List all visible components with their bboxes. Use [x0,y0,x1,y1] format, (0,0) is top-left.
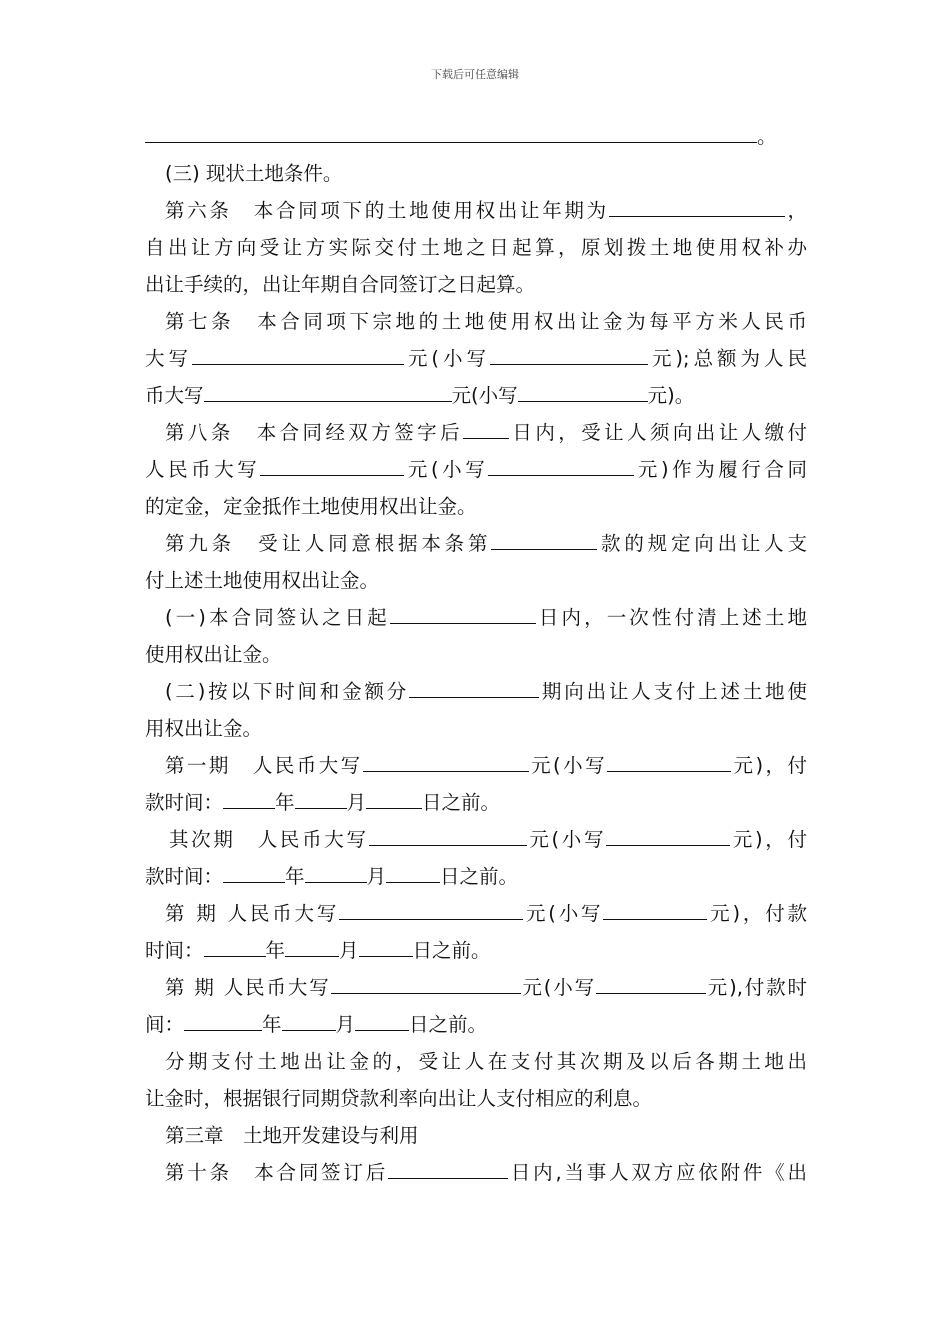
text-line [145,229,807,266]
text-line [145,488,807,525]
text-line [145,1117,807,1154]
line-text: (二)按以下时间和金额分 [165,680,410,703]
line-text: 月 [346,791,367,814]
line-text: 出让手续的，出让年期自合同签订之日起算。 [145,273,536,296]
line-text: 元(小写 [451,384,518,407]
document-body [145,118,807,1191]
line-text: 元)作为履行合同 [634,458,807,481]
text-line [145,821,807,858]
line-text: 第七条 本合同项下宗地的土地使用权出让金为每平方米人民币 [165,310,807,333]
text-line [145,414,807,451]
line-text: 日之前。 [440,865,519,888]
text-line [145,1080,807,1117]
line-text: 日之前。 [409,1013,488,1036]
line-text: 使用权出让金。 [145,643,282,666]
line-text: 付上述土地使用权出让金。 [145,569,380,592]
fill-in-blank [355,1006,409,1031]
line-text: 期向出让人支付上述土地使 [539,680,807,703]
line-text: 大写 [145,347,192,370]
text-line [145,636,807,673]
text-line [145,710,807,747]
text-line [145,858,807,895]
line-text: 元(小写 [520,976,596,999]
line-text: 日内，一次性付清上述土地 [535,606,807,629]
text-line [145,118,807,155]
text-line [145,673,807,710]
fill-in-blank [331,969,521,994]
line-text: 元)，付 [731,754,807,777]
text-line [145,377,807,414]
line-text: 款的规定向出让人支 [597,532,807,555]
fill-in-blank [204,377,452,402]
line-text: 的定金，定金抵作土地使用权出让金。 [145,495,477,518]
fill-in-blank [609,192,785,217]
line-text: 元),付款时 [705,976,807,999]
fill-in-blank [363,747,529,772]
fill-in-blank [366,784,422,809]
line-text: 间： [145,1013,185,1036]
line-text: 第一期 人民币大写 [165,754,363,777]
fill-in-blank [491,525,597,550]
line-text: 第八条 本合同经双方签字后 [165,421,463,444]
fill-in-blank [607,747,731,772]
line-text: 日之前。 [422,791,501,814]
line-text: 第十条 本合同签订后 [165,1161,389,1184]
fill-in-blank [145,118,757,143]
line-text: 分期支付土地出让金的，受让人在支付其次期及以后各期土地出 [165,1050,807,1073]
fill-in-blank [282,1006,336,1031]
fill-in-blank [295,784,347,809]
fill-in-blank [260,451,404,476]
line-text: 自出让方向受让方实际交付土地之日起算，原划拨土地使用权补办 [145,236,807,259]
line-text: 币大写 [145,384,204,407]
line-text: 让金时，根据银行同期贷款利率向出让人支付相应的利息。 [145,1087,653,1110]
line-text: 第六条 本合同项下的土地使用权出让年期为 [165,199,609,222]
fill-in-blank [488,451,634,476]
fill-in-blank [409,673,539,698]
line-text: 用权出让金。 [145,717,263,740]
line-text: (一)本合同签认之日起 [165,606,390,629]
line-text: 月 [335,1013,356,1036]
fill-in-blank [518,377,648,402]
fill-in-blank [603,895,707,920]
text-line [145,932,807,969]
fill-in-blank [369,821,527,846]
page-header: 下载后可任意编辑 [431,68,519,81]
line-text: 款时间： [145,865,224,888]
line-text: 月 [366,865,387,888]
fill-in-blank [285,932,339,957]
fill-in-blank [463,414,509,439]
text-line [145,747,807,784]
fill-in-blank [223,858,285,883]
text-line [145,784,807,821]
fill-in-blank [339,895,523,920]
fill-in-blank [388,1154,508,1179]
line-text: 第 期 人民币大写 [165,976,331,999]
fill-in-blank [184,1006,262,1031]
line-text: 年 [285,865,305,888]
line-text: 元(小写 [404,458,489,481]
fill-in-blank [305,858,367,883]
text-line [145,1043,807,1080]
line-text: 人民币大写 [145,458,261,481]
line-text: 日内，受让人须向出让人缴付 [509,421,807,444]
fill-in-blank [204,932,266,957]
line-text: 第九条 受让人同意根据本条第 [165,532,492,555]
text-line [145,451,807,488]
line-text: 。 [757,125,777,148]
line-text: 元);总额为人民 [647,347,807,370]
line-text: 第三章 土地开发建设与利用 [165,1124,419,1147]
line-text: 年 [275,791,295,814]
line-text: 其次期 人民币大写 [169,828,369,851]
fill-in-blank [390,599,536,624]
line-text: 元)，付 [730,828,807,851]
text-line [145,895,807,932]
line-text: 日之前。 [412,939,491,962]
fill-in-blank [606,821,730,846]
text-line [145,192,807,229]
line-text: 年 [265,939,286,962]
line-text: 月 [339,939,359,962]
line-text: 元(小写 [528,754,608,777]
fill-in-blank [192,340,404,365]
line-text: ， [784,199,807,222]
text-line [145,562,807,599]
text-line [145,1006,807,1043]
line-text: 款时间： [145,791,224,814]
line-text: 日内,当事人双方应依附件《出 [508,1161,807,1184]
line-text: 元(小写 [526,828,607,851]
line-text: 元)。 [647,384,695,407]
fill-in-blank [596,969,706,994]
fill-in-blank [223,784,275,809]
text-line [145,1154,807,1191]
fill-in-blank [359,932,413,957]
text-line [145,340,807,377]
line-text: 元(小写 [403,347,490,370]
line-text: 元(小写 [523,902,604,925]
text-line [145,599,807,636]
text-line [145,525,807,562]
line-text: 时间： [145,939,204,962]
line-text: (三) 现状土地条件。 [165,162,343,185]
line-text: 第 期 人民币大写 [165,902,340,925]
text-line [145,266,807,303]
fill-in-blank [386,858,440,883]
text-line [145,303,807,340]
line-text: 元)，付款 [707,902,807,925]
text-line [145,969,807,1006]
fill-in-blank [490,340,648,365]
text-line [145,155,807,192]
line-text: 年 [262,1013,282,1036]
